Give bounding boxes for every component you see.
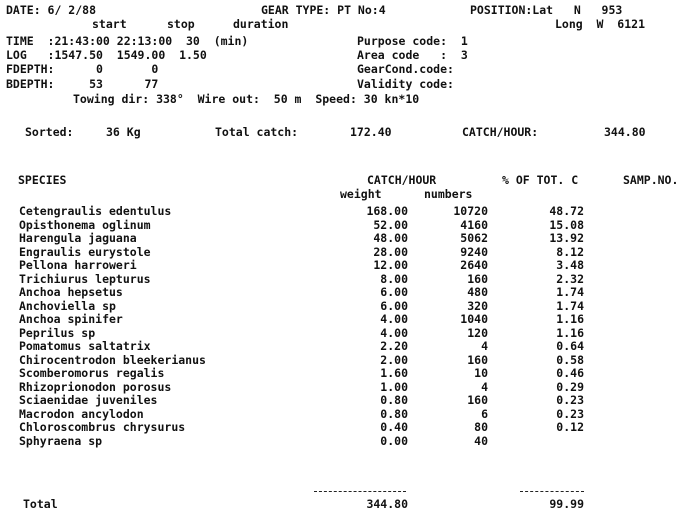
numbers-value: 160 (467, 352, 488, 367)
catch-hour-value: 344.80 (604, 125, 646, 139)
validity-code-field: Validity code: (357, 77, 454, 91)
weight-value: 52.00 (373, 217, 408, 232)
numbers-value: 9240 (460, 244, 488, 259)
numbers-value: 2640 (460, 258, 488, 272)
weight-value: 1.60 (380, 366, 408, 380)
col-samp-header: SAMP.NO. (623, 173, 679, 187)
weight-value: 2.00 (380, 352, 408, 367)
sorted-label: Sorted: (25, 125, 74, 139)
time-row: TIME :21:43:00 22:13:00 30 (min) (6, 34, 249, 48)
weight-value: 6.00 (380, 298, 408, 313)
date-field: DATE: 6/ 2/88 (6, 3, 97, 17)
weight-value: 4.00 (380, 312, 408, 326)
species-name: Chirocentrodon bleekerianus (19, 352, 206, 367)
weight-value: 0.00 (380, 433, 408, 448)
total-label: Total (23, 497, 58, 511)
weight-value: 0.80 (380, 406, 408, 421)
numbers-value: 5062 (460, 231, 488, 245)
pct-value: 0.29 (556, 379, 584, 394)
weight-value: 6.00 (380, 285, 408, 299)
species-name: Rhizoprionodon porosus (19, 379, 172, 394)
pct-value: 0.23 (556, 406, 584, 421)
pct-value: 0.46 (556, 366, 584, 380)
bdepth-row: BDEPTH: 53 77 (6, 77, 159, 91)
catch-hour-label: CATCH/HOUR: (462, 125, 539, 139)
species-name: Peprilus sp (19, 325, 96, 340)
gearcond-code-field: GearCond.code: (357, 62, 454, 76)
weight-value: 4.00 (380, 325, 408, 340)
col-stop-label: stop (167, 17, 195, 31)
numbers-value: 10 (474, 366, 488, 380)
pct-value: 1.74 (556, 298, 584, 313)
sorted-value: 36 Kg (106, 125, 141, 139)
purpose-code-field: Purpose code: 1 (357, 34, 468, 48)
numbers-value: 4 (481, 379, 488, 394)
col-duration-label: duration (233, 17, 289, 31)
species-name: Engraulis eurystole (19, 244, 151, 259)
weight-value: 0.40 (380, 420, 408, 434)
numbers-value: 120 (467, 325, 488, 340)
weight-value: 28.00 (373, 244, 408, 259)
numbers-value: 480 (467, 285, 488, 299)
pct-value: 8.12 (556, 244, 584, 259)
numbers-value: 1040 (460, 312, 488, 326)
species-name: Trichiurus lepturus (19, 271, 151, 286)
pct-value: 1.16 (556, 312, 584, 326)
weight-sum-rule (314, 491, 406, 492)
weight-value: 0.80 (380, 393, 408, 407)
species-name: Cetengraulis edentulus (19, 204, 172, 218)
pct-value: 1.74 (556, 285, 584, 299)
species-name: Pomatomus saltatrix (19, 339, 151, 353)
species-name: Anchoviella sp (19, 298, 116, 313)
pct-value: 0.23 (556, 393, 584, 407)
numbers-value: 4 (481, 339, 488, 353)
position-lat-field: POSITION:Lat N 953 (470, 3, 623, 17)
weight-value: 8.00 (380, 271, 408, 286)
col-pct-header: % OF TOT. C (502, 173, 579, 187)
numbers-value: 320 (467, 298, 488, 313)
species-name: Sphyraena sp (19, 433, 103, 448)
numbers-value: 160 (467, 393, 488, 407)
species-name: Macrodon ancylodon (19, 406, 144, 421)
total-catch-label: Total catch: (215, 125, 299, 139)
species-name: Chloroscombrus chrysurus (19, 420, 186, 434)
pct-value: 3.48 (556, 258, 584, 272)
pct-value: 15.08 (549, 217, 584, 232)
pct-value: 0.12 (556, 420, 584, 434)
weight-value: 12.00 (373, 258, 408, 272)
numbers-value: 40 (474, 433, 488, 448)
towing-info-row: Towing dir: 338° Wire out: 50 m Speed: 30 kn*10 (73, 92, 420, 106)
numbers-value: 10720 (453, 204, 488, 218)
weight-value: 168.00 (366, 204, 408, 218)
log-row: LOG :1547.50 1549.00 1.50 (6, 48, 207, 62)
col-catch-hour-header: CATCH/HOUR (367, 173, 437, 187)
species-name: Scomberomorus regalis (19, 366, 165, 380)
species-name: Sciaenidae juveniles (19, 393, 158, 407)
pct-sum-rule (520, 491, 584, 492)
col-species-header: SPECIES (18, 173, 67, 187)
pct-value: 48.72 (549, 204, 584, 218)
weight-value: 1.00 (380, 379, 408, 394)
species-name: Pellona harroweri (19, 258, 137, 272)
pct-value: 1.16 (556, 325, 584, 340)
sub-weight-header: weight (340, 187, 382, 201)
species-name: Anchoa hepsetus (19, 285, 123, 299)
total-weight-value: 344.80 (366, 497, 408, 511)
pct-value: 0.64 (556, 339, 584, 353)
total-pct-value: 99.99 (549, 497, 584, 511)
numbers-value: 160 (467, 271, 488, 286)
pct-value: 2.32 (556, 271, 584, 286)
species-name: Harengula jaguana (19, 231, 137, 245)
area-code-field: Area code : 3 (357, 48, 468, 62)
fdepth-row: FDEPTH: 0 0 (6, 62, 159, 76)
species-name: Opisthonema oglinum (19, 217, 151, 232)
gear-type-field: GEAR TYPE: PT No:4 (261, 3, 386, 17)
pct-value: 0.58 (556, 352, 584, 367)
weight-value: 2.20 (380, 339, 408, 353)
species-name: Anchoa spinifer (19, 312, 123, 326)
numbers-value: 6 (481, 406, 488, 421)
pct-value: 13.92 (549, 231, 584, 245)
numbers-value: 4160 (460, 217, 488, 232)
total-catch-value: 172.40 (350, 125, 392, 139)
weight-value: 48.00 (373, 231, 408, 245)
sub-numbers-header: numbers (424, 187, 473, 201)
position-long-field: Long W 6121 (555, 17, 646, 31)
col-start-label: start (92, 17, 127, 31)
numbers-value: 80 (474, 420, 488, 434)
